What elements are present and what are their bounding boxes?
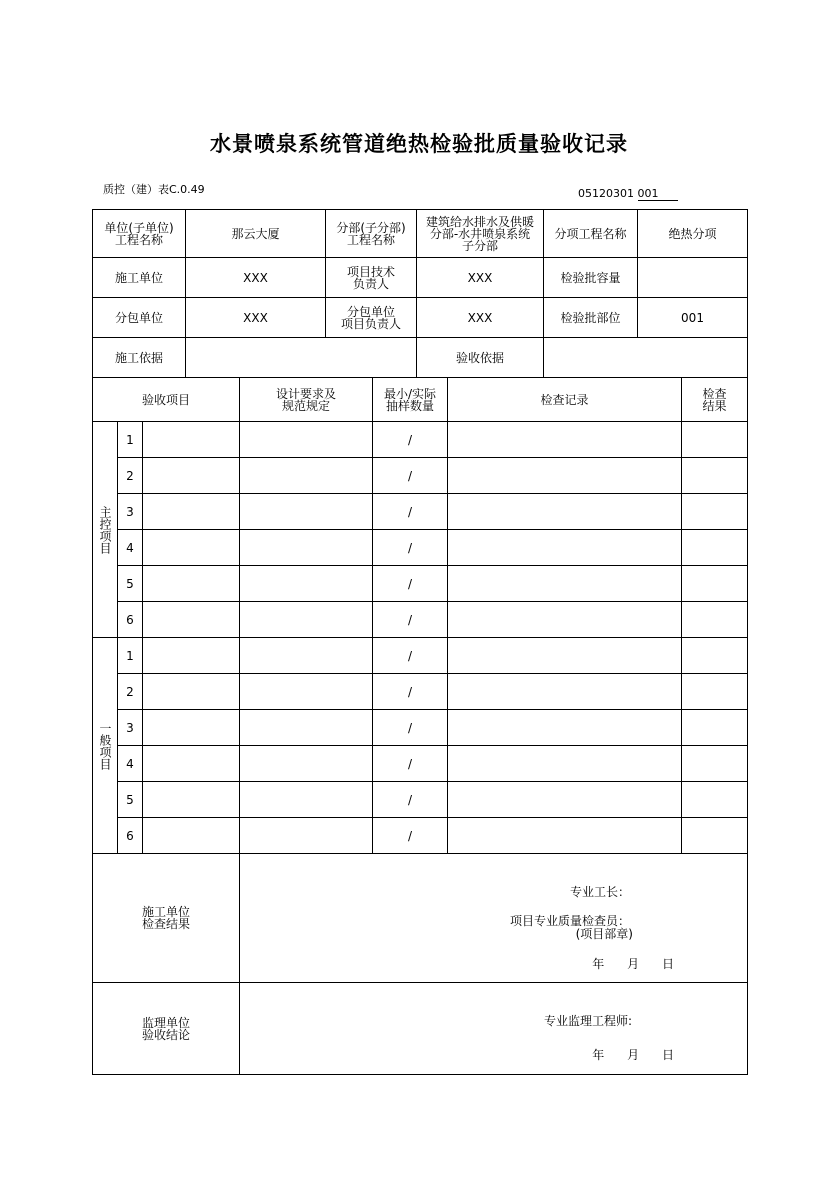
- general-row-slash: /: [407, 648, 413, 663]
- general-group-label: [93, 638, 117, 853]
- general-row-number: 5: [126, 792, 134, 807]
- supervisor-result-label: 监理单位 验收结论: [141, 1015, 190, 1042]
- main-group-text: 主控项目: [98, 505, 112, 554]
- main-row-number: 1: [126, 432, 134, 447]
- contractor-value: XXX: [243, 270, 268, 285]
- col-record: 检查记录: [540, 392, 589, 407]
- main-row-slash: /: [407, 468, 413, 483]
- unit-project-label: 单位(子单位) 工程名称: [104, 220, 174, 247]
- general-row-number: 3: [126, 720, 134, 735]
- contractor-label: 施工单位: [114, 270, 163, 285]
- col-item: 验收项目: [141, 392, 190, 407]
- general-row-slash: /: [407, 792, 413, 807]
- general-row-slash: /: [407, 756, 413, 771]
- main-row-number: 6: [126, 612, 134, 627]
- main-row-slash: /: [407, 576, 413, 591]
- main-row-slash: /: [407, 432, 413, 447]
- form-code: 质控（建）表C.0.49: [103, 183, 205, 196]
- capacity-label: 检验批容量: [560, 270, 621, 285]
- general-row-number: 2: [126, 684, 134, 699]
- serial-prefix: 05120301: [578, 187, 634, 200]
- general-group-text: 一般项目: [98, 721, 112, 770]
- location-label: 检验批部位: [560, 310, 621, 325]
- col-design: 设计要求及 规范规定: [275, 386, 336, 413]
- foreman-label: 专业工长：: [569, 885, 630, 899]
- subitem-value: 绝热分项: [668, 226, 717, 241]
- serial-suffix: 001: [638, 187, 678, 201]
- page-title: 水景喷泉系统管道绝热检验批质量验收记录: [210, 131, 628, 156]
- main-row-number: 5: [126, 576, 134, 591]
- supervisor-date: 年 月 日: [592, 1048, 674, 1062]
- contractor-date: 年 月 日: [592, 957, 674, 971]
- capacity-value: [638, 258, 747, 297]
- engineer-label: 专业监理工程师:: [543, 1014, 632, 1028]
- subcontractor-label: 分包单位: [114, 310, 163, 325]
- subcontractor-value: XXX: [243, 310, 268, 325]
- general-row-slash: /: [407, 828, 413, 843]
- main-row-number: 2: [126, 468, 134, 483]
- main-row-number: 3: [126, 504, 134, 519]
- general-row-number: 4: [126, 756, 134, 771]
- general-row-slash: /: [407, 720, 413, 735]
- main-row-slash: /: [407, 504, 413, 519]
- contractor-result-label: 施工单位 检查结果: [141, 905, 190, 931]
- sub-lead-value: XXX: [467, 310, 493, 325]
- general-row-slash: /: [407, 684, 413, 699]
- tech-lead-value: XXX: [467, 270, 493, 285]
- main-row-slash: /: [407, 540, 413, 555]
- col-result: 检查 结果: [702, 386, 727, 413]
- location-value: 001: [681, 310, 704, 325]
- basis-value: [186, 338, 416, 377]
- inspector-label: 项目专业质量检查员：: [509, 914, 630, 928]
- general-row-number: 6: [126, 828, 134, 843]
- unit-project-value: 那云大厦: [231, 226, 280, 241]
- main-row-number: 4: [126, 540, 134, 555]
- main-row-slash: /: [407, 612, 413, 627]
- seal-label: (项目部章): [575, 927, 633, 941]
- division-label: 分部(子分部) 工程名称: [336, 220, 406, 247]
- sub-lead-label: 分包单位 项目负责人: [340, 304, 401, 331]
- tech-lead-label: 项目技术 负责人: [346, 264, 395, 291]
- general-row-number: 1: [126, 648, 134, 663]
- main-group-label: [93, 422, 117, 637]
- accept-basis-label: 验收依据: [455, 350, 504, 365]
- accept-basis-value: [544, 338, 747, 377]
- subitem-label: 分项工程名称: [554, 226, 627, 241]
- basis-label: 施工依据: [114, 350, 163, 365]
- division-value: 建筑给水排水及供暖 分部-水井喷泉系统 子分部: [425, 214, 534, 253]
- col-sample: 最小/实际 抽样数量: [383, 386, 437, 413]
